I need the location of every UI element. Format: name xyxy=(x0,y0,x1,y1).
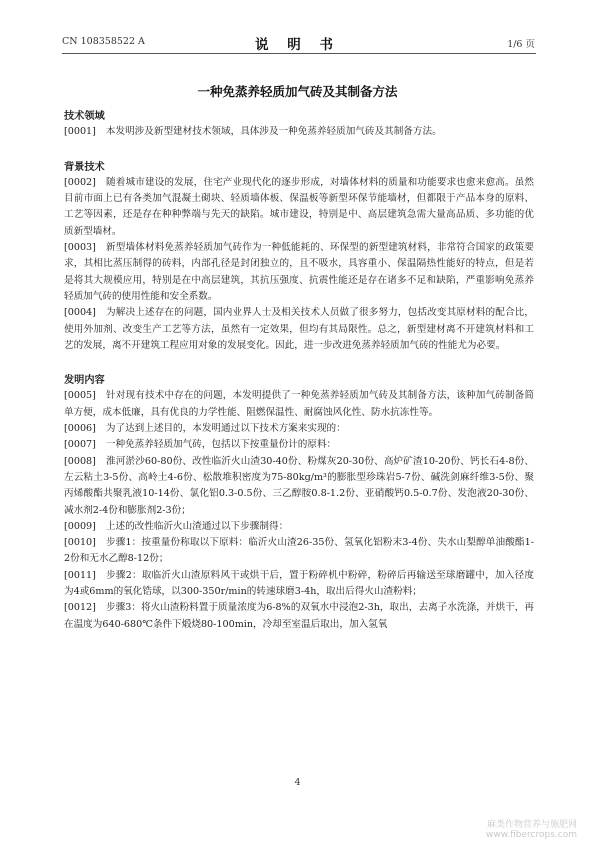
paragraph-number: [0011] xyxy=(64,569,96,581)
paragraph xyxy=(64,519,534,535)
paragraph xyxy=(64,421,534,437)
paragraph-text: 步骤2：取临沂火山渣原料风干或烘干后，置于粉碎机中粉碎，粉碎后再输送至球磨罐中，加入径度为4或6mm的氧化锆球，以300-350r/min的转速球磨3-4h，取出后得火山渣粉料； xyxy=(64,569,534,598)
paragraph xyxy=(64,175,534,240)
document-title: 一种免蒸养轻质加气砖及其制备方法 xyxy=(197,84,398,99)
paragraph-number: [0005] xyxy=(64,390,96,402)
paragraph-number: [0010] xyxy=(64,537,96,549)
paragraph xyxy=(64,568,534,601)
page-number: 4 xyxy=(294,777,301,788)
paragraph-text: 新型墙体材料免蒸养轻质加气砖作为一种低能耗的、环保型的新型建筑材料，非常符合国家的政策要求，其相比蒸压制得的砖料，内部孔径是封闭独立的，且不吸水，具容重小、保温隔热性能好的特点，但是若是将其大规模应用，特别是在中高层建筑，其抗压强度、抗震性能还是存在诸多不足和缺陷，严重影响免蒸养轻质加气砖的使用性能和安全系数。 xyxy=(64,242,534,302)
paragraph-number: [0012] xyxy=(64,602,96,614)
paragraph xyxy=(64,454,534,519)
paragraph-text: 为解决上述存在的问题，国内业界人士及相关技术人员做了很多努力，包括改变其原材料的配合比，使用外加剂、改变生产工艺等方法，虽然有一定效果，但均有其局限性。总之，新型建材离不开建筑材料和工艺的发展，离不开建筑工程应用对象的发展变化。因此，进一步改进免蒸养轻质加气砖的性能尤为必要。 xyxy=(64,307,534,351)
header-divider xyxy=(62,53,536,54)
watermark-site-name: 麻类作物营养与施肥网 xyxy=(486,820,577,830)
paragraph-number: [0003] xyxy=(64,242,96,254)
paragraph-text: 上述的改性临沂火山渣通过以下步骤制得： xyxy=(105,520,289,532)
paragraph-text: 一种免蒸养轻质加气砖，包括以下按重量份计的原料： xyxy=(105,439,337,451)
watermark-url: www.fibercrops.com xyxy=(486,830,577,840)
paragraph-number: [0001] xyxy=(64,126,96,138)
paragraph-number: [0009] xyxy=(64,520,96,532)
paragraph-text: 为了达到上述目的，本发明通过以下技术方案来实现的： xyxy=(105,423,346,435)
page-indicator: 1/6 页 xyxy=(507,39,535,50)
paragraph xyxy=(64,388,534,421)
paragraph xyxy=(64,600,534,633)
paragraph-text: 本发明涉及新型建材技术领域，具体涉及一种免蒸养轻质加气砖及其制备方法。 xyxy=(105,126,442,138)
publication-number: CN 108358522 A xyxy=(62,36,145,47)
section-heading: 背景技术 xyxy=(64,160,105,173)
paragraph-text: 随着城市建设的发展，住宅产业现代化的逐步形成，对墙体材料的质量和功能要求也愈来愈高。虽然目前市面上已有各类加气混凝土砌块、轻质墙体板、保温板等新型环保节能墙材，但都限于产品本身的原料、工艺等因素，还是存在种种弊端与先天的缺陷。城市建设，特别是中、高层建筑急需大量高品质、多功能的优质新型墙材。 xyxy=(64,176,534,237)
site-watermark xyxy=(486,820,577,840)
paragraph-text: 针对现有技术中存在的问题，本发明提供了一种免蒸养轻质加气砖及其制备方法，该种加气砖制备简单方便，成本低廉，具有优良的力学性能、阻燃保温性、耐腐蚀风化性、防水抗冻性等。 xyxy=(64,390,534,418)
section-heading: 技术领域 xyxy=(64,110,105,122)
paragraph-number: [0007] xyxy=(64,439,96,451)
document-type-heading: 说 明 书 xyxy=(255,37,340,53)
paragraph xyxy=(64,124,534,140)
paragraph xyxy=(64,240,534,305)
paragraph-number: [0002] xyxy=(64,176,96,188)
paragraph-text: 步骤1：按重量份称取以下原料：临沂火山渣26-35份、氢氧化铝粉末3-4份、失水山梨醇单油酸酯1-2份和无水乙醇8-12份； xyxy=(64,537,534,565)
paragraph-number: [0008] xyxy=(64,455,96,467)
section-heading: 发明内容 xyxy=(64,374,105,387)
paragraph-number: [0006] xyxy=(64,423,96,435)
paragraph-text: 步骤3：将火山渣粉料置于质量浓度为6-8%的双氧水中浸泡2-3h，取出，去离子水洗涤，并烘干，再在温度为640-680℃条件下煅烧80-100min，冷却至室温后取出，加入氢氧 xyxy=(64,602,534,630)
paragraph xyxy=(64,305,534,354)
document-body xyxy=(64,108,534,633)
paragraph xyxy=(64,535,534,568)
paragraph xyxy=(64,437,534,453)
paragraph-text: 淮河淤沙60-80份、改性临沂火山渣30-40份、粉煤灰20-30份、高炉矿渣10-20份、钙长石4-8份、左云粘土3-5份、高岭土4-6份、松散堆积密度为75-80kg/m³的膨胀型珍珠岩5-7份、碱洗剑麻纤维3-5份、聚丙烯酸酯共聚乳液10-14份、氯化铝0.3-0.5份、三乙醇胺0.8-1.2份、亚硝酸钙0.5-0.7份、发泡液20-30份、减水剂2-4份和膨胀剂2-3份； xyxy=(64,455,534,516)
paragraph-number: [0004] xyxy=(64,307,96,319)
